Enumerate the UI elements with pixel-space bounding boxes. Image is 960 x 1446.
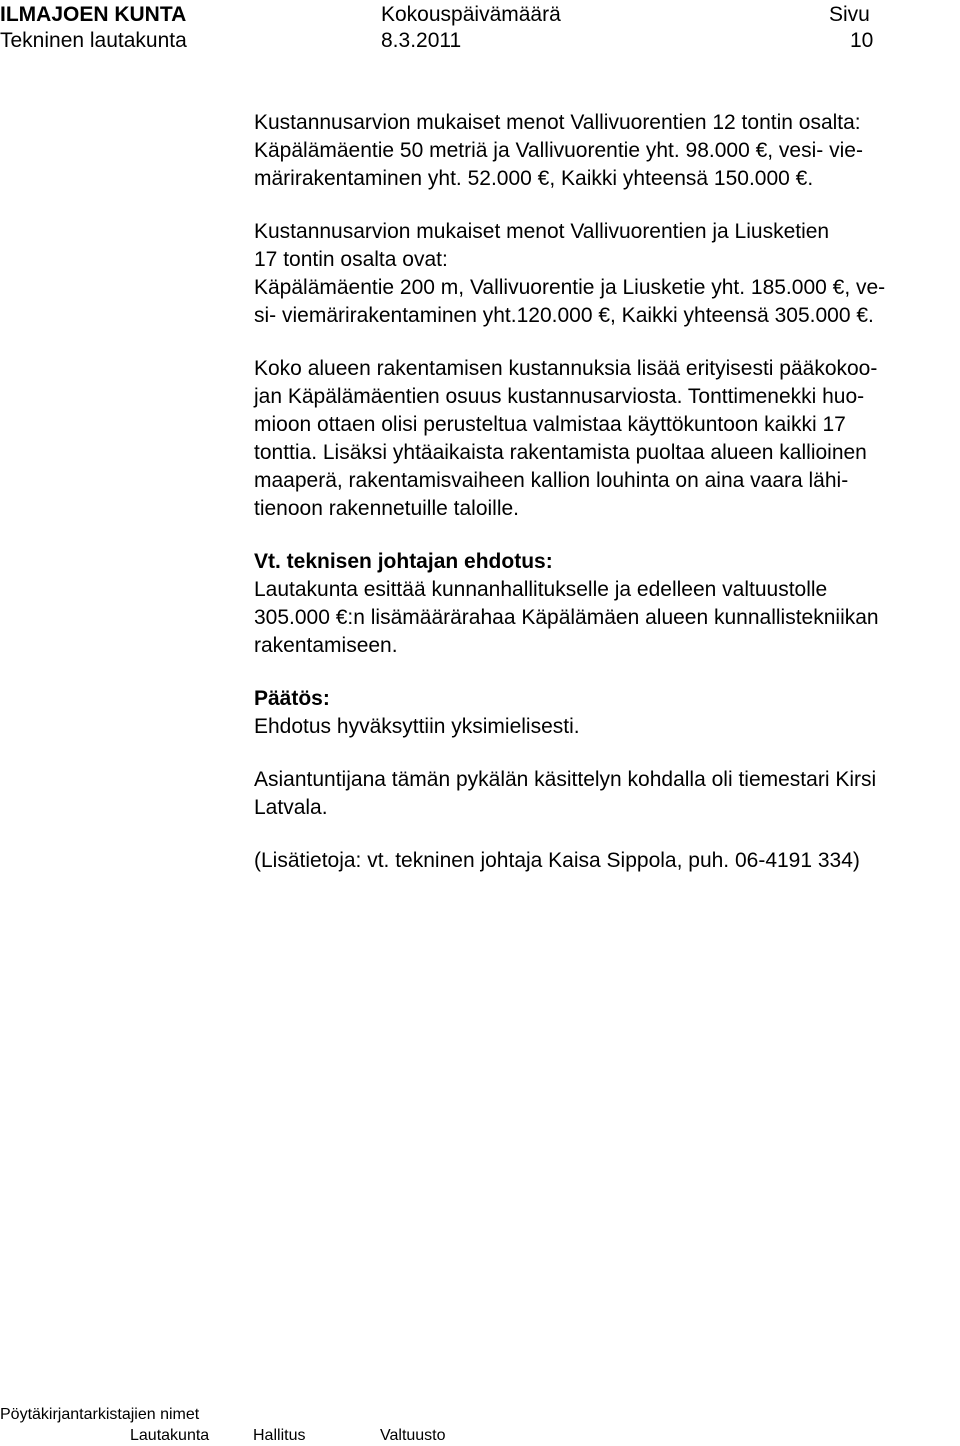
text-line: 17 tontin osalta ovat:	[254, 248, 448, 271]
text-line: maaperä, rakentamisvaiheen kallion louhinta on aina vaara lähi-	[254, 469, 849, 492]
footer-sig-valtuusto: Valtuusto	[380, 1427, 446, 1444]
page-label: Sivu	[829, 3, 870, 26]
decision-heading: Päätös:	[254, 687, 330, 710]
proposal-heading: Vt. teknisen johtajan ehdotus:	[254, 550, 553, 573]
committee-name: Tekninen lautakunta	[0, 29, 187, 52]
paragraph-costs-17-lots	[254, 218, 954, 330]
text-line: si- viemärirakentaminen yht.120.000 €, Kaikki yhteensä 305.000 €.	[254, 304, 874, 327]
municipality-name: ILMAJOEN KUNTA	[0, 3, 187, 26]
meeting-date: 8.3.2011	[381, 29, 462, 52]
text-line: Käpälämäentie 200 m, Vallivuorentie ja Liusketie yht. 185.000 €, ve-	[254, 276, 886, 299]
text-line: Käpälämäentie 50 metriä ja Vallivuorentie yht. 98.000 €, vesi- vie-	[254, 139, 863, 162]
footer-sig-lautakunta: Lautakunta	[130, 1427, 210, 1444]
text-line: tonttia. Lisäksi yhtäaikaista rakentamista puoltaa alueen kallioinen	[254, 441, 867, 464]
text-line: mioon ottaen olisi perusteltua valmistaa käyttökuntoon kaikki 17	[254, 413, 846, 436]
footer-sig-hallitus: Hallitus	[253, 1427, 306, 1444]
text-line: Asiantuntijana tämän pykälän käsittelyn kohdalla oli tiemestari Kirsi	[254, 768, 877, 791]
text-line: Ehdotus hyväksyttiin yksimielisesti.	[254, 715, 580, 738]
text-line: Kustannusarvion mukaiset menot Vallivuorentien ja Liusketien	[254, 220, 830, 243]
text-line: Latvala.	[254, 796, 328, 819]
paragraph-costs-12-lots	[254, 109, 954, 193]
text-line: Kustannusarvion mukaiset menot Vallivuorentien 12 tontin osalta:	[254, 111, 861, 134]
text-line: jan Käpälämäentien osuus kustannusarviosta. Tonttimenekki huo-	[254, 385, 865, 408]
decision-section	[254, 685, 954, 741]
footer-title: Pöytäkirjantarkistajien nimet	[0, 1406, 200, 1423]
text-line: märirakentaminen yht. 52.000 €, Kaikki yhteensä 150.000 €.	[254, 167, 814, 190]
paragraph-justification	[254, 355, 954, 523]
date-label: Kokouspäivämäärä	[381, 3, 561, 26]
text-line: tienoon rakennetuille taloille.	[254, 497, 520, 520]
info-paragraph	[254, 847, 954, 875]
text-line: rakentamiseen.	[254, 634, 398, 657]
text-line: (Lisätietoja: vt. tekninen johtaja Kaisa Sippola, puh. 06-4191 334)	[254, 849, 860, 872]
page-number: 10	[850, 29, 874, 52]
minutes-body	[254, 109, 954, 900]
text-line: 305.000 €:n lisämäärärahaa Käpälämäen alueen kunnallistekniikan	[254, 606, 879, 629]
text-line: Lautakunta esittää kunnanhallitukselle ja edelleen valtuustolle	[254, 578, 828, 601]
text-line: Koko alueen rakentamisen kustannuksia lisää erityisesti pääkokoo-	[254, 357, 878, 380]
proposal-section	[254, 548, 954, 660]
expert-paragraph	[254, 766, 954, 822]
